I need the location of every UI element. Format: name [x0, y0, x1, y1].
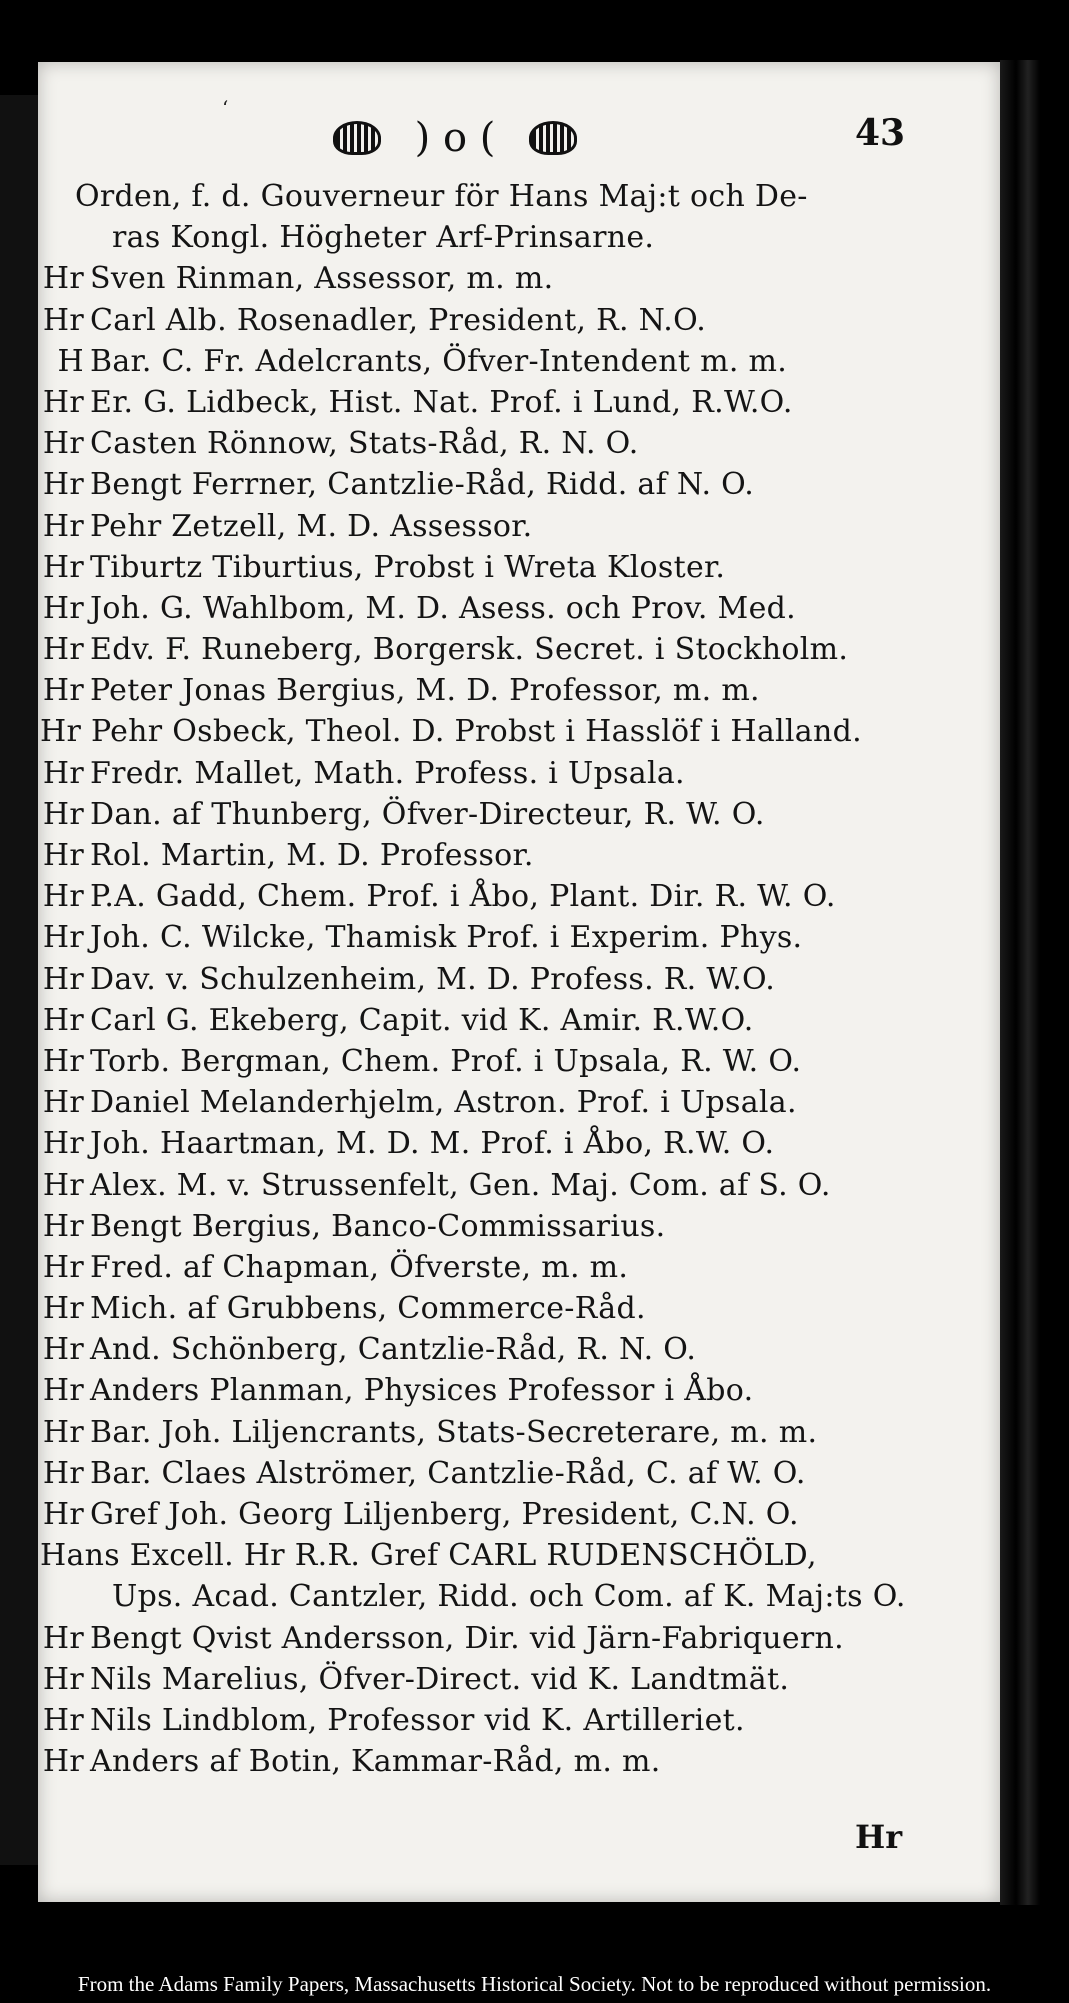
- list-item: [0, 917, 960, 958]
- catchword: Hr: [855, 1818, 903, 1856]
- entry-text: Joh. C. Wilcke, Thamisk Prof. i Experim. Phys.: [90, 920, 803, 956]
- list-item: [0, 547, 960, 588]
- entry-title-prefix: Hr: [42, 920, 84, 956]
- list-item: [0, 506, 960, 547]
- entry-text: Anders Planman, Physices Professor i Åbo.: [90, 1373, 754, 1409]
- running-header: [285, 112, 625, 164]
- entry-text: Bar. Claes Alströmer, Cantzlie-Råd, C. af W. O.: [90, 1455, 806, 1491]
- entry-title-prefix: Hr: [42, 1497, 84, 1532]
- entry-text: Pehr Zetzell, M. D. Assessor.: [90, 508, 533, 544]
- entry-text: Sven Rinman, Assessor, m. m.: [90, 261, 554, 297]
- entry-text: Carl G. Ekeberg, Capit. vid K. Amir. R.W.O.: [90, 1002, 754, 1038]
- entry-title-prefix: Hr: [42, 1620, 84, 1656]
- entry-title-prefix: Hr: [42, 467, 84, 503]
- list-item: [0, 423, 960, 464]
- list-item: [0, 1618, 960, 1659]
- entry-title-prefix: Hr: [42, 1661, 84, 1697]
- entry-text: Nils Marelius, Öfver-Direct. vid K. Landtmät.: [90, 1661, 790, 1697]
- entry-text: Joh. G. Wahlbom, M. D. Asess. och Prov. Med.: [90, 590, 796, 626]
- entry-title-prefix: Hr: [42, 261, 84, 297]
- list-item: [0, 464, 960, 505]
- entry-title-prefix: Hr: [42, 590, 84, 626]
- entry-title-prefix: Hr: [42, 1332, 84, 1368]
- entry-title-prefix: Hr: [42, 302, 84, 338]
- list-item: [0, 1041, 960, 1082]
- list-item: [0, 670, 960, 711]
- entry-text: Carl Alb. Rosenadler, President, R. N.O.: [90, 302, 707, 338]
- list-item: [0, 1206, 960, 1247]
- list-item: [0, 1659, 960, 1700]
- list-item: [0, 1700, 960, 1741]
- list-item: [0, 629, 960, 670]
- entry-text: Ups. Acad. Cantzler, Ridd. och Com. af K. Maj:ts O.: [112, 1579, 906, 1615]
- entry-title-prefix: Hr: [42, 1043, 84, 1079]
- entry-title-prefix: Hr: [42, 384, 84, 420]
- entry-text: And. Schönberg, Cantzlie-Råd, R. N. O.: [90, 1332, 697, 1368]
- page-number: 43: [855, 112, 906, 154]
- entry-text: Torb. Bergman, Chem. Prof. i Upsala, R. W. O.: [90, 1043, 802, 1079]
- entry-title-prefix: Hr: [42, 755, 84, 791]
- entry-text: Edv. F. Runeberg, Borgersk. Secret. i Stockholm.: [90, 632, 849, 668]
- shell-ornament-icon: [333, 121, 381, 155]
- entry-text: Dan. af Thunberg, Öfver-Directeur, R. W. O.: [90, 796, 765, 832]
- entry-text: Rol. Martin, M. D. Professor.: [90, 838, 534, 873]
- entry-title-prefix: Hr: [42, 426, 84, 462]
- header-ornament-text: ) o (: [414, 115, 496, 161]
- entry-text: ras Kongl. Högheter Arf-Prinsarne.: [112, 220, 655, 256]
- entry-text: Bar. C. Fr. Adelcrants, Öfver-Intendent m. m.: [90, 343, 788, 379]
- entry-title-prefix: Hr: [42, 1373, 84, 1409]
- list-item: [0, 176, 960, 217]
- entry-text: Tiburtz Tiburtius, Probst i Wreta Kloster.: [90, 549, 726, 585]
- entry-text: Orden, f. d. Gouverneur för Hans Maj:t och De-: [75, 179, 808, 214]
- entry-title-prefix: Hr: [42, 838, 84, 873]
- entry-text: Alex. M. v. Strussenfelt, Gen. Maj. Com. af S. O.: [90, 1167, 831, 1203]
- entry-text: Fred. af Chapman, Öfverste, m. m.: [90, 1249, 629, 1285]
- entry-title-prefix: Hr: [42, 1249, 84, 1285]
- entry-text: Er. G. Lidbeck, Hist. Nat. Prof. i Lund, R.W.O.: [90, 384, 793, 420]
- list-item: [0, 341, 960, 382]
- entry-title-prefix: Hr: [42, 1744, 84, 1780]
- list-item: [0, 1288, 960, 1329]
- list-item: [0, 1494, 960, 1535]
- list-item: [0, 711, 960, 752]
- shell-ornament-icon: [529, 121, 577, 155]
- entry-text: Bengt Ferrner, Cantzlie-Råd, Ridd. af N. O.: [90, 467, 755, 503]
- entry-text: Casten Rönnow, Stats-Råd, R. N. O.: [90, 426, 639, 462]
- entry-text: Joh. Haartman, M. D. M. Prof. i Åbo, R.W. O.: [90, 1126, 775, 1162]
- list-item: [0, 753, 960, 794]
- entry-text: Anders af Botin, Kammar-Råd, m. m.: [90, 1744, 661, 1780]
- entry-text: Bengt Bergius, Banco-Commissarius.: [90, 1208, 666, 1244]
- list-item: [0, 1000, 960, 1041]
- list-item: [0, 217, 960, 258]
- list-item: [0, 1576, 960, 1617]
- list-item: [0, 1453, 960, 1494]
- list-item: [0, 1247, 960, 1288]
- page-edge-shadow: [1000, 60, 1040, 1905]
- list-item: [0, 1329, 960, 1370]
- list-item: [0, 835, 960, 876]
- entry-text: Hans Excell. Hr R.R. Gref CARL RUDENSCHÖLD,: [40, 1538, 817, 1574]
- list-item: [0, 794, 960, 835]
- entry-title-prefix: Hr: [42, 1291, 84, 1327]
- entry-text: Peter Jonas Bergius, M. D. Professor, m. m.: [90, 673, 760, 709]
- list-item: [0, 258, 960, 299]
- entry-title-prefix: Hr: [42, 1455, 84, 1491]
- list-item: [0, 382, 960, 423]
- list-item: [0, 300, 960, 341]
- entry-text: Bar. Joh. Liljencrants, Stats-Secreterare, m. m.: [90, 1414, 818, 1450]
- entry-title-prefix: Hr: [42, 1085, 84, 1121]
- margin-mark: ʻ: [222, 96, 229, 120]
- list-item: [0, 876, 960, 917]
- entry-text: Hr Pehr Osbeck, Theol. D. Probst i Hasslöf i Halland.: [40, 714, 862, 750]
- entry-text: P.A. Gadd, Chem. Prof. i Åbo, Plant. Dir. R. W. O.: [90, 879, 836, 915]
- entry-title-prefix: H: [57, 343, 84, 379]
- entry-title-prefix: Hr: [42, 1208, 84, 1244]
- entry-title-prefix: Hr: [42, 673, 84, 709]
- entry-title-prefix: Hr: [42, 1167, 84, 1203]
- entry-text: Mich. af Grubbens, Commerce-Råd.: [90, 1291, 646, 1327]
- entry-title-prefix: Hr: [42, 632, 84, 668]
- entry-title-prefix: Hr: [42, 1414, 84, 1450]
- entry-title-prefix: Hr: [42, 549, 84, 585]
- list-item: [0, 959, 960, 1000]
- entry-title-prefix: Hr: [42, 508, 84, 544]
- list-item: [0, 1370, 960, 1411]
- list-item: [0, 1741, 960, 1782]
- entry-text: Gref Joh. Georg Liljenberg, President, C.N. O.: [90, 1497, 799, 1532]
- entry-title-prefix: Hr: [42, 1126, 84, 1162]
- list-item: [0, 588, 960, 629]
- entry-text: Fredr. Mallet, Math. Profess. i Upsala.: [90, 755, 685, 791]
- list-item: [0, 1412, 960, 1453]
- list-item: [0, 1123, 960, 1164]
- list-item: [0, 1165, 960, 1206]
- copyright-footer: From the Adams Family Papers, Massachusetts Historical Society. Not to be reproduced without permission.: [77, 1972, 992, 1996]
- member-list: [0, 176, 960, 1782]
- entry-text: Dav. v. Schulzenheim, M. D. Profess. R. W.O.: [90, 961, 776, 997]
- entry-text: Daniel Melanderhjelm, Astron. Prof. i Upsala.: [90, 1085, 797, 1121]
- entry-title-prefix: Hr: [42, 1002, 84, 1038]
- entry-title-prefix: Hr: [42, 1702, 84, 1738]
- list-item: [0, 1082, 960, 1123]
- list-item: [0, 1535, 960, 1576]
- entry-title-prefix: Hr: [42, 961, 84, 997]
- entry-title-prefix: Hr: [42, 796, 84, 832]
- entry-title-prefix: Hr: [42, 879, 84, 915]
- entry-text: Nils Lindblom, Professor vid K. Artilleriet.: [90, 1702, 745, 1738]
- entry-text: Bengt Qvist Andersson, Dir. vid Järn-Fabriquern.: [90, 1620, 845, 1656]
